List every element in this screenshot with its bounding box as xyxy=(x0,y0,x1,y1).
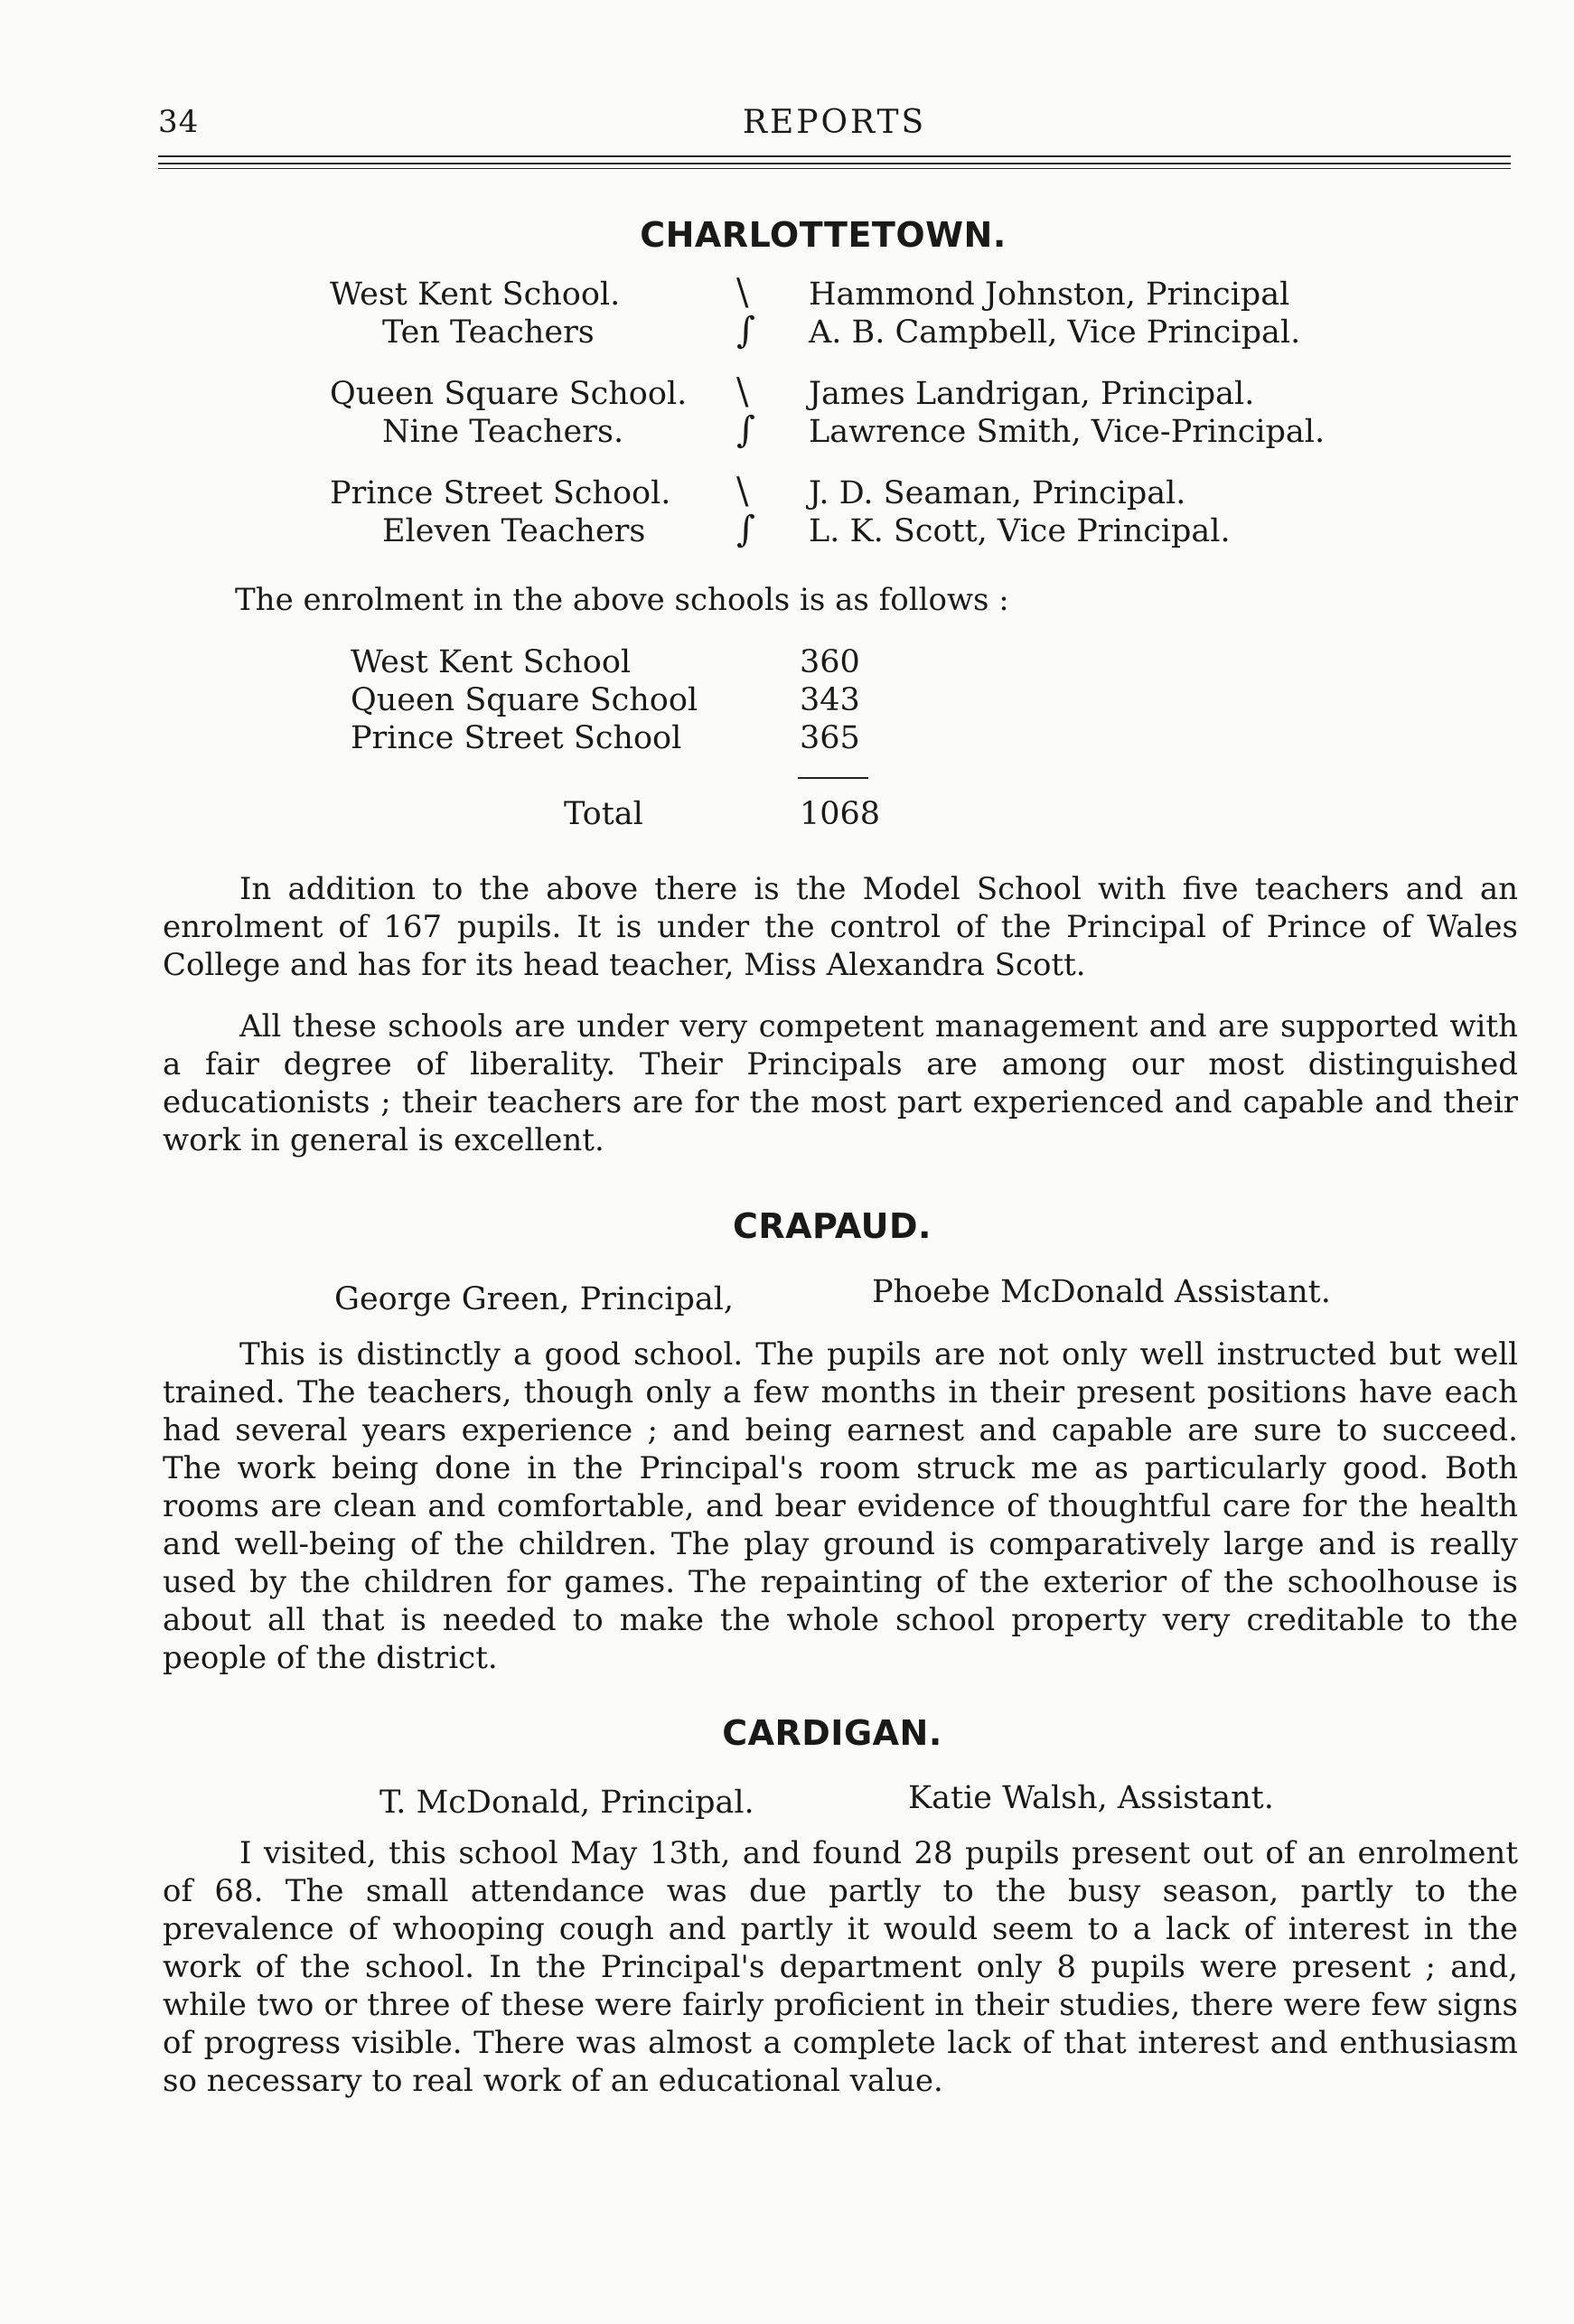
brace-bottom: ∫ xyxy=(736,310,755,351)
page-header xyxy=(158,104,1511,149)
brace-top: \ xyxy=(736,471,749,512)
enrolment-school: West Kent School xyxy=(351,644,632,680)
teacher-count: Nine Teachers. xyxy=(382,414,624,450)
brace-top: \ xyxy=(736,272,749,314)
crapaud-principal: George Green, Principal, xyxy=(334,1281,735,1317)
header-rule xyxy=(158,168,1511,169)
enrolment-count: 343 xyxy=(800,682,860,718)
school-staff-queen-square xyxy=(330,371,1459,451)
table-row xyxy=(351,643,911,681)
cardigan-principal: T. McDonald, Principal. xyxy=(379,1785,754,1821)
principal-name: Hammond Johnston, Principal xyxy=(809,276,1290,313)
vice-principal-name: L. K. Scott, Vice Principal. xyxy=(809,513,1231,549)
paragraph-management: All these schools are under very competent management and are supported with a fair degree of liberality. Their Principals are among our most distinguished educationists ; their teachers are for the most part experienced and capable and their work in general is excellent. xyxy=(163,1008,1518,1158)
running-title: REPORTS xyxy=(742,104,927,141)
principal-name: J. D. Seaman, Principal. xyxy=(809,475,1186,511)
section-title-crapaud: CRAPAUD. xyxy=(733,1206,932,1246)
page-number: 34 xyxy=(158,104,200,140)
vice-principal-name: Lawrence Smith, Vice-Principal. xyxy=(809,414,1326,450)
enrolment-count: 365 xyxy=(800,720,860,756)
brace-top: \ xyxy=(736,371,749,413)
school-staff-west-kent xyxy=(330,272,1459,351)
enrolment-school: Queen Square School xyxy=(351,682,698,718)
enrolment-school: Prince Street School xyxy=(351,720,682,756)
sum-rule xyxy=(798,777,868,779)
cardigan-assistant: Katie Walsh, Assistant. xyxy=(908,1780,1274,1816)
paragraph-model-school: In addition to the above there is the Model School with five teachers and an enrolment of 167 pupils. It is under the control of the Principal of Prince of Wales College and has for its head teacher, Miss Alexandra Scott. xyxy=(163,871,1518,983)
principal-name: James Landrigan, Principal. xyxy=(809,376,1255,412)
section-title-charlottetown: CHARLOTTETOWN. xyxy=(640,215,1007,255)
brace-bottom: ∫ xyxy=(736,509,755,550)
header-rule xyxy=(158,155,1511,157)
enrolment-table xyxy=(351,643,911,832)
school-name: West Kent School. xyxy=(330,276,621,313)
school-name: Queen Square School. xyxy=(330,376,688,412)
teacher-count: Ten Teachers xyxy=(382,314,595,351)
teacher-count: Eleven Teachers xyxy=(382,513,646,549)
brace-bottom: ∫ xyxy=(736,409,755,451)
total-row xyxy=(351,795,911,833)
enrolment-count: 360 xyxy=(800,644,860,680)
table-row xyxy=(351,719,911,757)
crapaud-assistant: Phoebe McDonald Assistant. xyxy=(872,1274,1331,1310)
paragraph-crapaud: This is distinctly a good school. The pupils are not only well instructed but well trained. The teachers, though only a few months in their present positions have each had several years experience ; and being earnest and capable are sure to succeed. The work being done in the Principal's room struck me as particularly good. Both rooms are clean and comfortable, and bear evidence of thoughtful care for the health and well-being of the children. The play ground is comparatively large and is really used by the children for games. The repainting of the exterior of the schoolhouse is about all that is needed to make the whole school property very creditable to the people of the district. xyxy=(163,1336,1518,1676)
school-name: Prince Street School. xyxy=(330,475,671,511)
section-title-cardigan: CARDIGAN. xyxy=(722,1713,942,1753)
table-row xyxy=(351,681,911,719)
total-value: 1068 xyxy=(800,796,881,832)
total-label: Total xyxy=(564,796,643,832)
vice-principal-name: A. B. Campbell, Vice Principal. xyxy=(809,314,1301,351)
header-rule xyxy=(158,163,1511,164)
enrolment-intro: The enrolment in the above schools is as follows : xyxy=(235,582,1009,618)
paragraph-cardigan: I visited, this school May 13th, and found 28 pupils present out of an enrolment of 68. The small attendance was due partly to the busy season, partly to the prevalence of whooping cough and partly it would seem to a lack of interest in the work of the school. In the Principal's department only 8 pupils were present ; and, while two or three of these were fairly proficient in their studies, there were few signs of progress visible. There was almost a complete lack of that interest and enthusiasm so necessary to real work of an educational value. xyxy=(163,1835,1518,2099)
school-staff-prince-street xyxy=(330,471,1459,550)
